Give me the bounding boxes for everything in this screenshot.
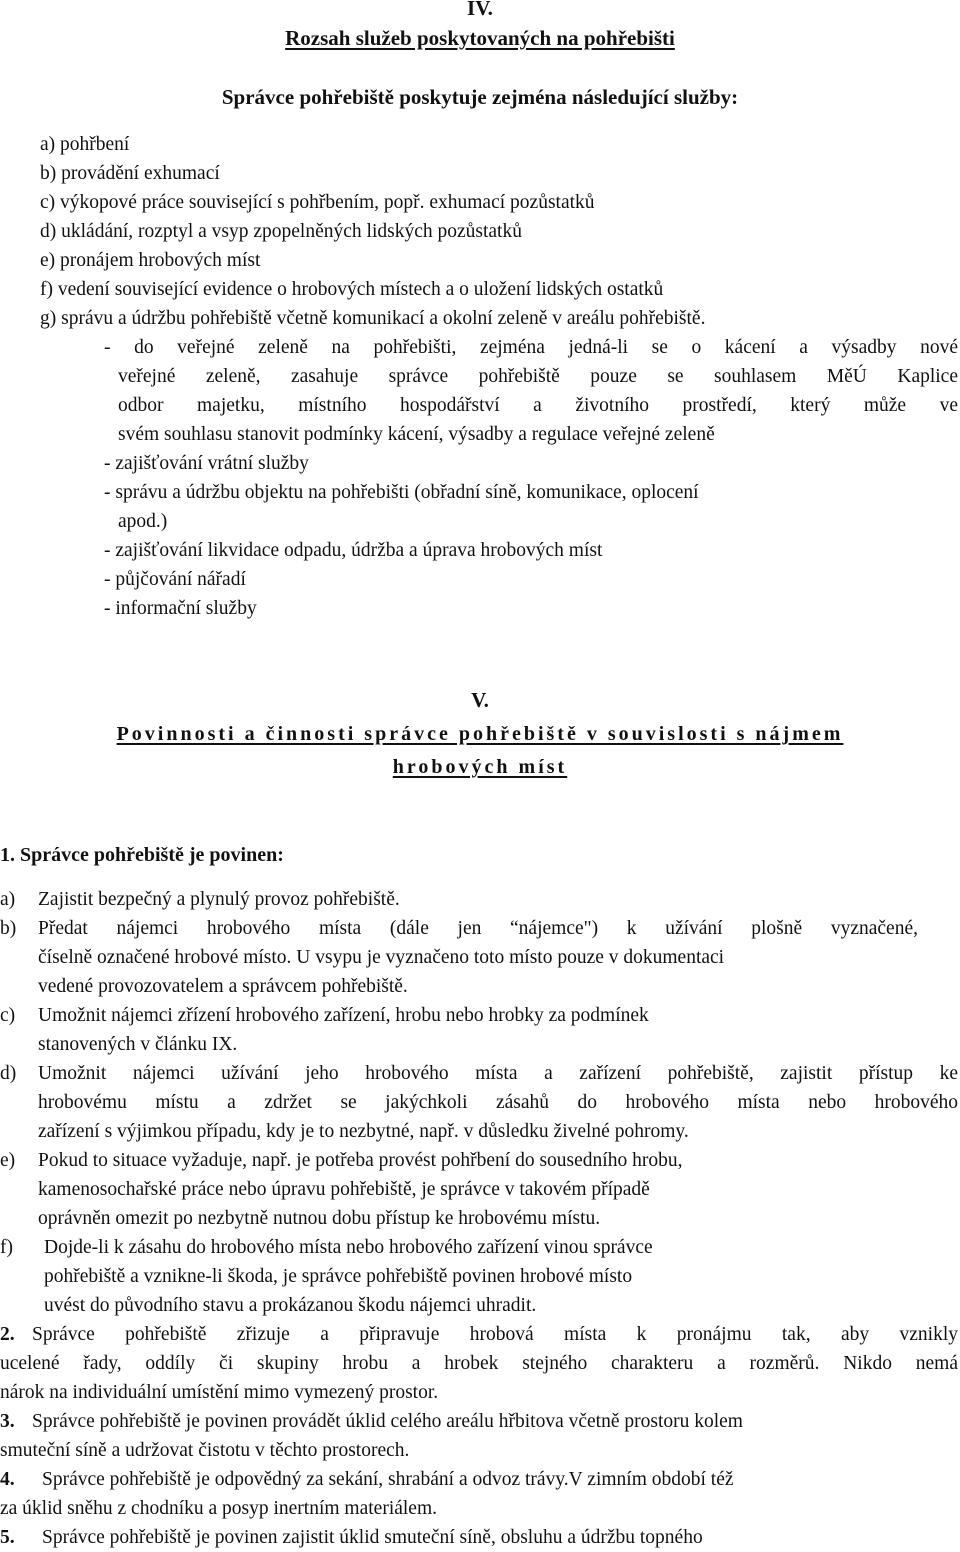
list-item: odbor majetku, místního hospodářství a životního prostředí, který může ve: [118, 395, 958, 416]
list-item: Umožnit nájemci užívání jeho hrobového místa a zařízení pohřebiště, zajistit přístup ke: [38, 1063, 958, 1084]
list-item: Předat nájemci hrobového místa (dále jen “nájemce") k užívání plošně vyznačené,: [38, 918, 918, 939]
list-item: oprávněn omezit po nezbytně nutnou dobu přístup ke hrobovému místu.: [38, 1208, 601, 1229]
list-item: f) vedení související evidence o hrobových místech a o uložení lidských ostatků: [40, 279, 664, 300]
paragraph-number: 2.: [0, 1324, 15, 1345]
paragraph-line: Správce pohřebiště je povinen zajistit úklid smuteční síně, obsluhu a údržbu topného: [42, 1527, 703, 1548]
paragraph-line: ucelené řady, oddíly či skupiny hrobu a hrobek stejného charakteru a rozměrů. Nikdo nemá: [0, 1353, 958, 1374]
list-label: e): [0, 1150, 16, 1171]
list-item: c) výkopové práce související s pohřbením, popř. exhumací pozůstatků: [40, 192, 595, 213]
section-4-title: Rozsah služeb poskytovaných na pohřebišti: [285, 26, 675, 50]
list-item: - zajišťování likvidace odpadu, údržba a úprava hrobových míst: [104, 540, 603, 561]
list-item: - do veřejné zeleně na pohřebišti, zejména jedná-li se o kácení a výsadby nové: [104, 337, 958, 358]
list-item: a) pohřbení: [40, 134, 130, 155]
list-item: hrobovému místu a zdržet se jakýchkoli zásahů do hrobového místa nebo hrobového: [38, 1092, 958, 1113]
list-label: a): [0, 889, 16, 910]
list-item: d) ukládání, rozptyl a vsyp zpopelněných lidských pozůstatků: [40, 221, 522, 242]
paragraph-number: 3.: [0, 1411, 15, 1432]
subsection-1-heading: 1. Správce pohřebiště je povinen:: [0, 844, 284, 866]
list-item: veřejné zeleně, zasahuje správce pohřebiště pouze se souhlasem MěÚ Kaplice: [118, 366, 958, 387]
paragraph-line: smuteční síně a udržovat čistotu v těchto prostorech.: [0, 1440, 410, 1461]
list-label: b): [0, 918, 17, 939]
list-item: Zajistit bezpečný a plynulý provoz pohřebiště.: [38, 889, 400, 910]
list-item: Pokud to situace vyžaduje, např. je potřeba provést pohřbení do sousedního hrobu,: [38, 1150, 683, 1171]
list-item: pohřebiště a vznikne-li škoda, je správce pohřebiště povinen hrobové místo: [44, 1266, 633, 1287]
section-5-title-line1: Povinnosti a činnosti správce pohřebiště v souvislosti s nájmem: [116, 723, 844, 745]
paragraph-line: za úklid sněhu z chodníku a posyp inertním materiálem.: [0, 1498, 438, 1519]
section-4-intro: Správce pohřebiště poskytuje zejména následující služby:: [221, 85, 739, 109]
list-item: Umožnit nájemci zřízení hrobového zařízení, hrobu nebo hrobky za podmínek: [38, 1005, 649, 1026]
list-item: e) pronájem hrobových míst: [40, 250, 261, 271]
paragraph-line: Správce pohřebiště zřizuje a připravuje hrobová místa k pronájmu tak, aby vznikly: [32, 1324, 958, 1345]
section-5-title-line2: hrobových míst: [392, 756, 568, 778]
list-item: zařízení s výjimkou případu, kdy je to nezbytné, např. v důsledku živelné pohromy.: [38, 1121, 689, 1142]
list-item: b) provádění exhumací: [40, 163, 220, 184]
paragraph-number: 4.: [0, 1469, 15, 1490]
list-item: Dojde-li k zásahu do hrobového místa nebo hrobového zařízení vinou správce: [44, 1237, 653, 1258]
list-item: svém souhlasu stanovit podmínky kácení, výsadby a regulace veřejné zeleně: [118, 424, 715, 445]
list-item: apod.): [118, 511, 168, 532]
list-item: číselně označené hrobové místo. U vsypu je vyznačeno toto místo pouze v dokumentaci: [38, 947, 725, 968]
list-item: uvést do původního stavu a prokázanou škodu nájemci uhradit.: [44, 1295, 537, 1316]
list-item: - půjčování nářadí: [104, 569, 246, 590]
list-item: vedené provozovatelem a správcem pohřebiště.: [38, 976, 408, 997]
list-label: f): [0, 1237, 13, 1258]
list-item: - informační služby: [104, 598, 257, 619]
list-item: - správu a údržbu objektu na pohřebišti (obřadní síně, komunikace, oplocení: [104, 482, 699, 503]
list-item: kamenosochařské práce nebo úpravu pohřebiště, je správce v takovém případě: [38, 1179, 650, 1200]
paragraph-line: nárok na individuální umístění mimo vymezený prostor.: [0, 1382, 439, 1403]
paragraph-line: Správce pohřebiště je povinen provádět úklid celého areálu hřbitova včetně prostoru kolem: [32, 1411, 743, 1432]
list-item: stanovených v článku IX.: [38, 1034, 238, 1055]
list-item: g) správu a údržbu pohřebiště včetně komunikací a okolní zeleně v areálu pohřebiště.: [40, 308, 706, 329]
section-4-roman: IV.: [467, 0, 493, 20]
list-label: d): [0, 1063, 17, 1084]
list-label: c): [0, 1005, 16, 1026]
paragraph-line: Správce pohřebiště je odpovědný za sekání, shrabání a odvoz trávy.V zimním období též: [42, 1469, 734, 1490]
paragraph-number: 5.: [0, 1527, 15, 1548]
list-item: - zajišťování vrátní služby: [104, 453, 309, 474]
section-5-roman: V.: [471, 688, 489, 712]
